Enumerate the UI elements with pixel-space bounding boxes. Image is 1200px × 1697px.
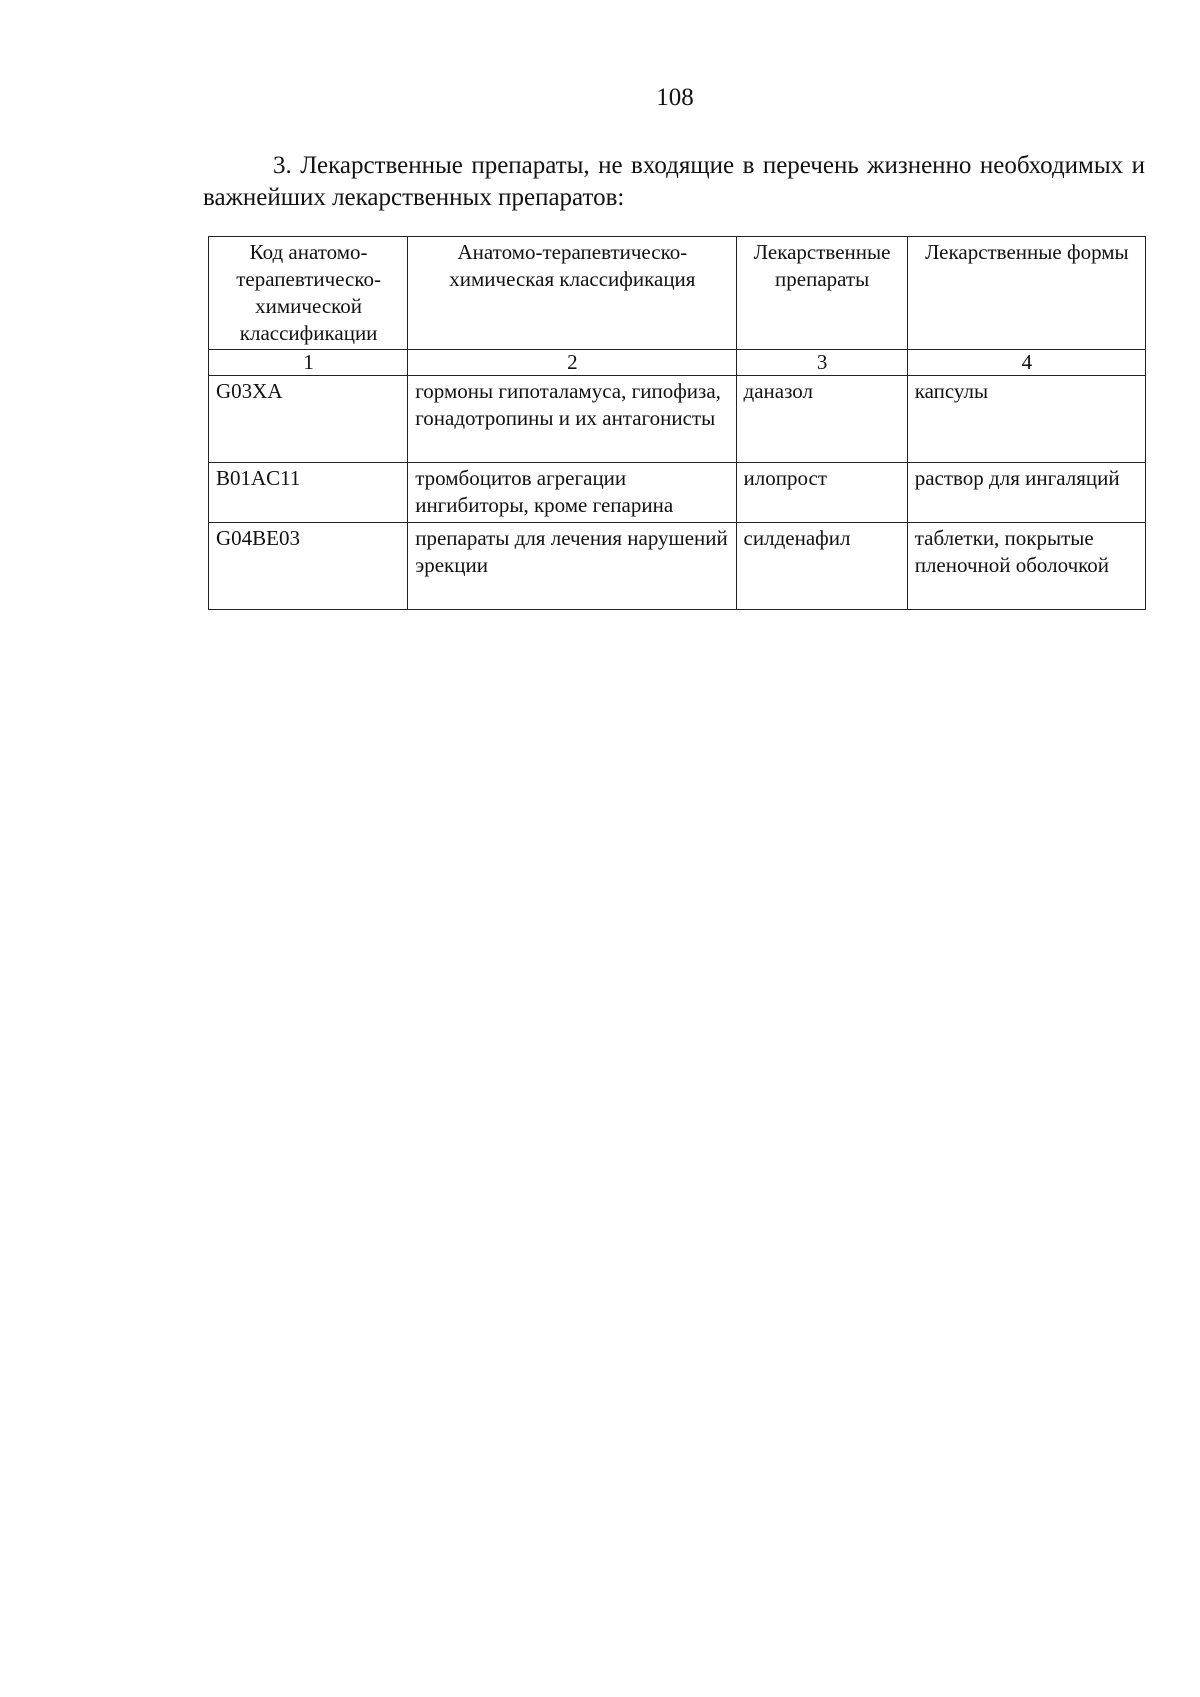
classification-cell: тромбоцитов агрегации ингибиторы, кроме гепарина: [408, 463, 736, 523]
form-cell: капсулы: [907, 376, 1145, 463]
header-drugs: Лекарственные препараты: [736, 237, 907, 350]
classification-cell: гормоны гипоталамуса, гипофиза, гонадотропины и их антагонисты: [408, 376, 736, 463]
form-cell: раствор для ингаляций: [907, 463, 1145, 523]
header-atc-classification: Анатомо-терапевтическо-химическая классификация: [408, 237, 736, 350]
drug-cell: илопрост: [736, 463, 907, 523]
table-row: [209, 376, 1146, 463]
drug-cell: даназол: [736, 376, 907, 463]
page-number: 108: [656, 84, 694, 111]
column-number: 4: [907, 350, 1145, 376]
column-number: 3: [736, 350, 907, 376]
header-dosage-forms: Лекарственные формы: [907, 237, 1145, 350]
column-numbers-row: [209, 350, 1146, 376]
atc-code-cell: G03XA: [209, 376, 408, 463]
table-header-row: [209, 237, 1146, 350]
drug-cell: силденафил: [736, 523, 907, 610]
column-number: 1: [209, 350, 408, 376]
table-row: [209, 523, 1146, 610]
table-row: [209, 463, 1146, 523]
form-cell: таблетки, покрытые пленочной оболочкой: [907, 523, 1145, 610]
atc-code-cell: B01AC11: [209, 463, 408, 523]
atc-code-cell: G04BE03: [209, 523, 408, 610]
column-number: 2: [408, 350, 736, 376]
intro-paragraph: 3. Лекарственные препараты, не входящие в перечень жизненно необходимых и важнейших лекарственных препаратов:: [203, 152, 1145, 211]
classification-cell: препараты для лечения нарушений эрекции: [408, 523, 736, 610]
header-atc-code: Код анатомо-терапевтическо-химической классификации: [209, 237, 408, 350]
drugs-table: [208, 236, 1146, 610]
